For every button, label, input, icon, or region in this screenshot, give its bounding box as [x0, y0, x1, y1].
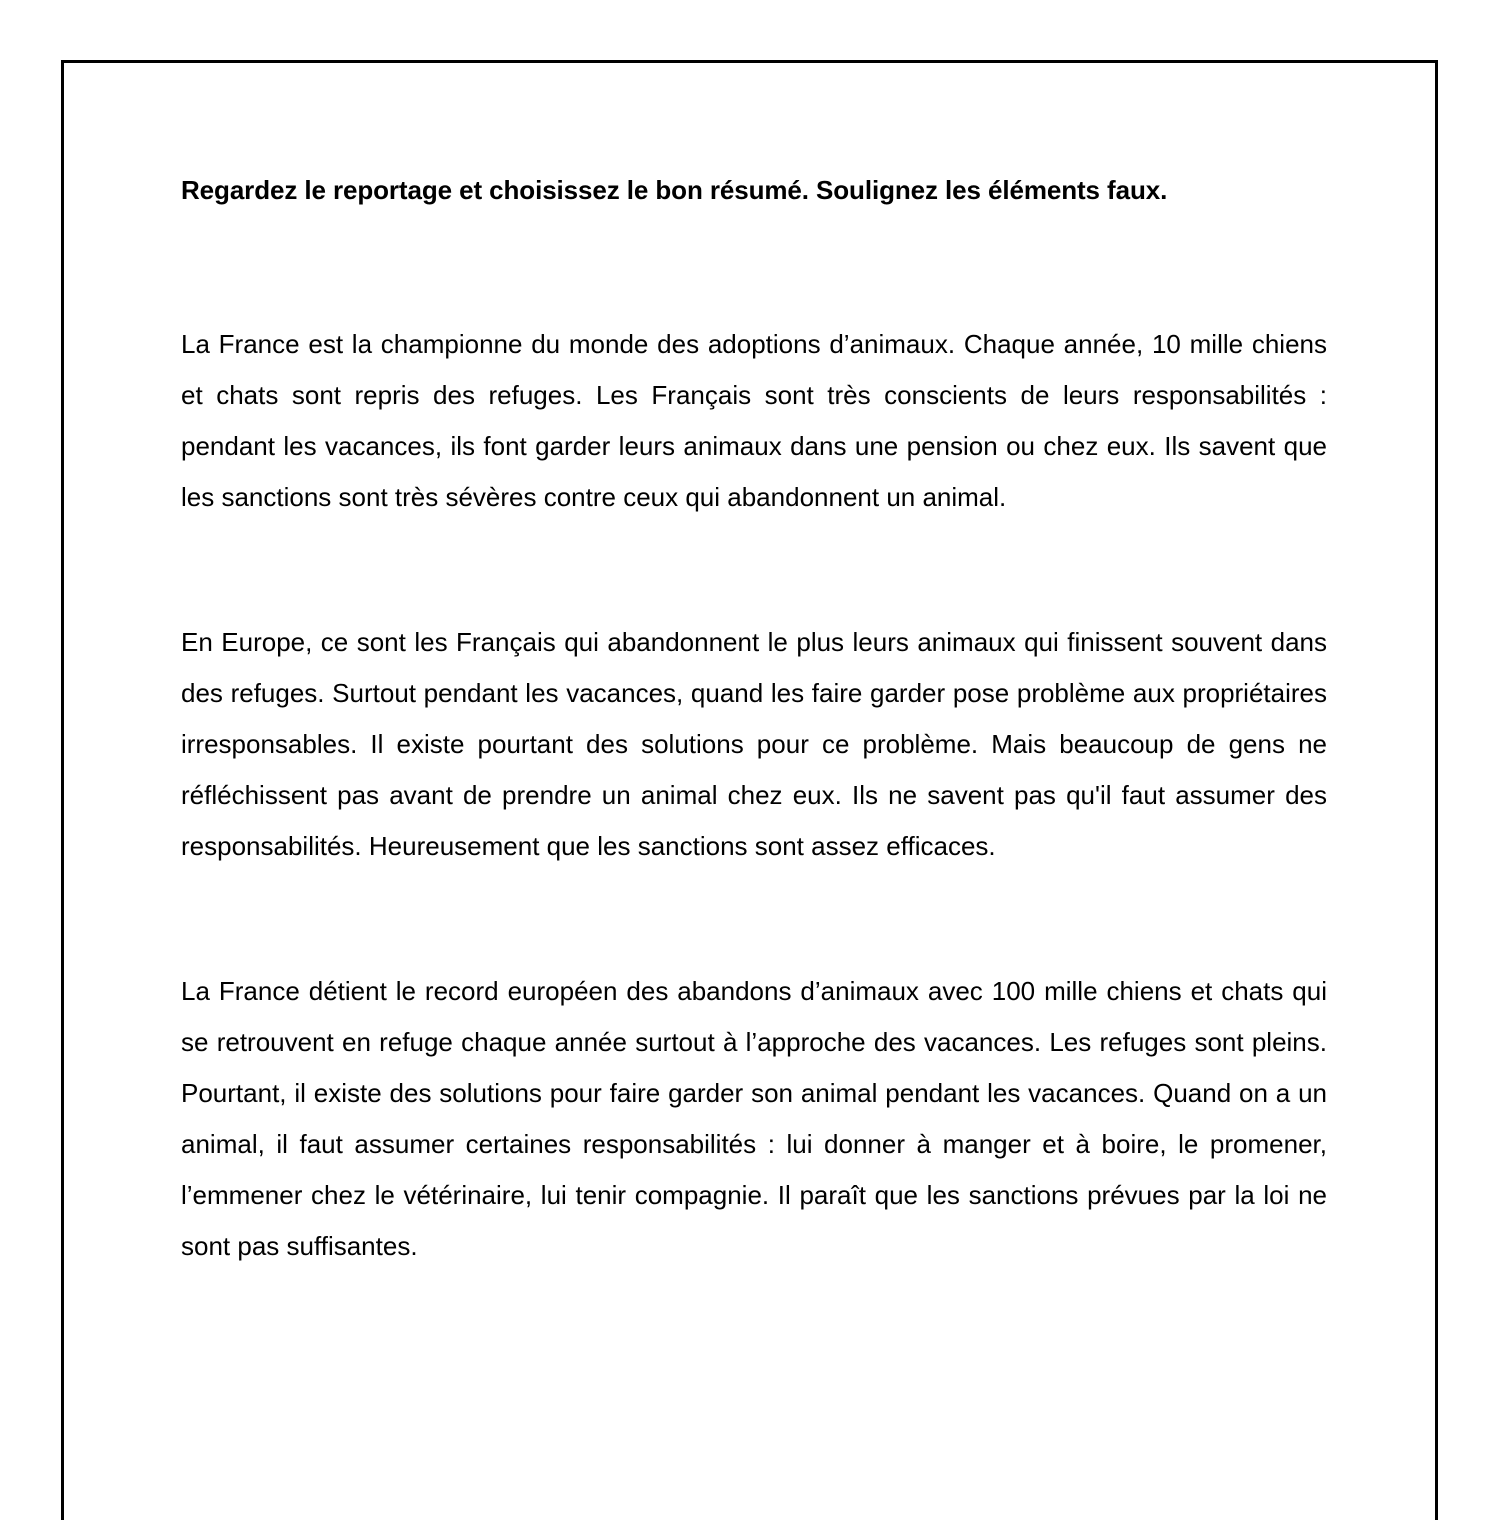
- page-border-frame: [61, 60, 1438, 1520]
- spacer-between-paragraph-1-2: [181, 523, 1327, 617]
- spacer-between-paragraph-2-3: [181, 872, 1327, 966]
- summary-paragraph-1: La France est la championne du monde des adoptions d’animaux. Chaque année, 10 mille chiens et chats sont repris des refuges. Les Français sont très conscients de leurs responsabilités : pendant les vacances, ils font garder leurs animaux dans une pension ou chez eux. Ils savent que les sanctions sont très sévères contre ceux qui abandonnent un animal.: [181, 329, 1327, 512]
- summary-paragraph-2: En Europe, ce sont les Français qui abandonnent le plus leurs animaux qui finissent souvent dans des refuges. Surtout pendant les vacances, quand les faire garder pose problème aux propriétaires irresponsables. Il existe pourtant des solutions pour ce problème. Mais beaucoup de gens ne réfléchissent pas avant de prendre un animal chez eux. Ils ne savent pas qu'il faut assumer des responsabilités. Heureusement que les sanctions sont assez efficaces.: [181, 627, 1327, 861]
- spacer-after-heading: [181, 207, 1327, 319]
- document-body: [181, 173, 1327, 1272]
- summary-paragraph-3: La France détient le record européen des abandons d’animaux avec 100 mille chiens et chats qui se retrouvent en refuge chaque année surtout à l’approche des vacances. Les refuges sont pleins. Pourtant, il existe des solutions pour faire garder son animal pendant les vacances. Quand on a un animal, il faut assumer certaines responsabilités : lui donner à manger et à boire, le promener, l’emmener chez le vétérinaire, lui tenir compagnie. Il paraît que les sanctions prévues par la loi ne sont pas suffisantes.: [181, 976, 1327, 1261]
- instruction-heading: Regardez le reportage et choisissez le bon résumé. Soulignez les éléments faux.: [181, 175, 1168, 205]
